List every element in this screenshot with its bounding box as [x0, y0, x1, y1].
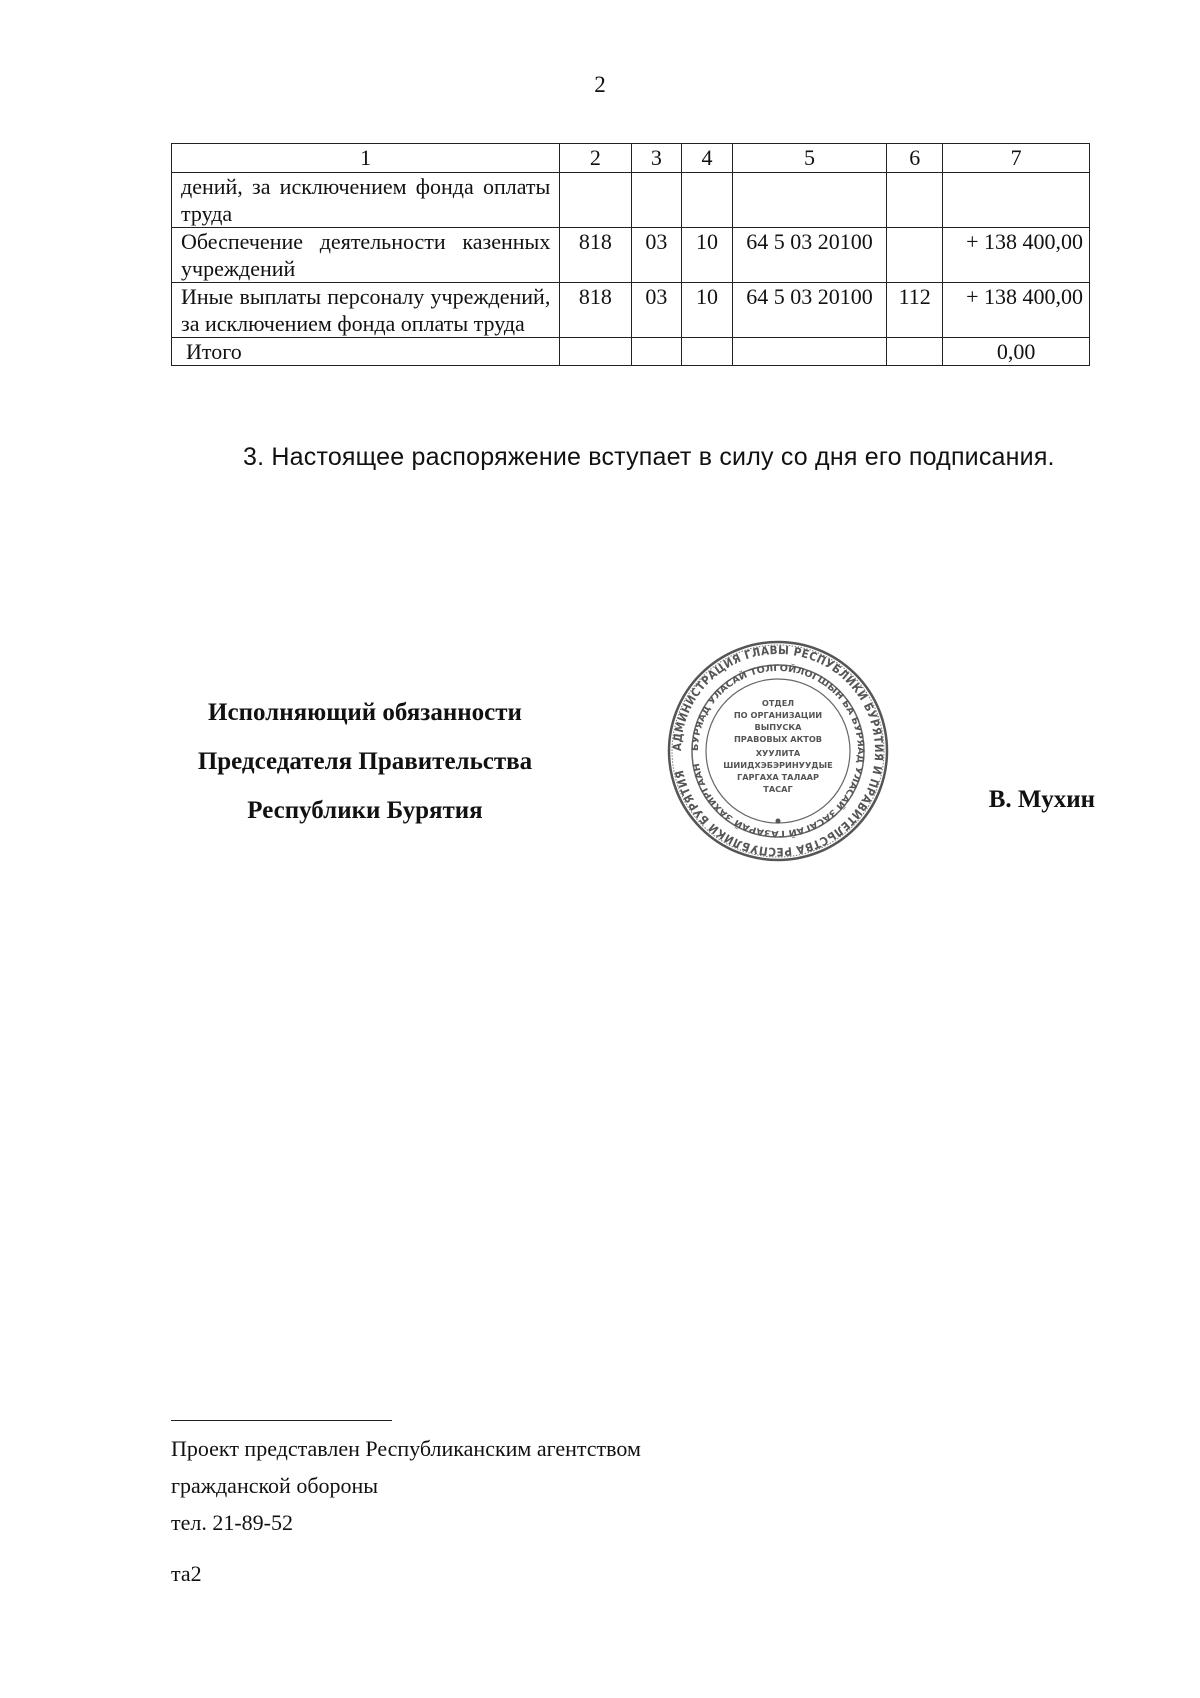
header-cell: 3 — [631, 144, 682, 173]
header-cell: 4 — [682, 144, 733, 173]
row-cell — [887, 338, 943, 366]
budget-table — [171, 143, 1090, 366]
seal-center-line: ТАСАГ — [763, 784, 793, 794]
row-cell — [887, 173, 943, 228]
row-cell: 03 — [631, 228, 682, 283]
total-label: Итого — [172, 338, 560, 366]
signature-block — [170, 688, 560, 835]
table-header-row — [172, 144, 1090, 173]
row-cell: 818 — [560, 283, 631, 338]
row-amount: + 138 400,00 — [943, 228, 1090, 283]
row-cell: 64 5 03 20100 — [732, 283, 886, 338]
table-total-row — [172, 338, 1090, 366]
header-cell: 2 — [560, 144, 631, 173]
row-cell — [631, 173, 682, 228]
seal-outer-text: АДМИНИСТРАЦИЯ ГЛАВЫ РЕСПУБЛИКИ БУРЯТИЯ И ПРАВИТЕЛЬСТВА РЕСПУБЛИКИ БУРЯТИЯ — [669, 642, 887, 860]
signer-name: В. Мухин — [988, 786, 1095, 813]
reference-code: та2 — [171, 1561, 202, 1586]
seal-center-line: ВЫПУСКА — [754, 722, 802, 732]
footnote-line: Проект представлен Республиканским агентством — [171, 1436, 641, 1461]
seal-center-line: ПО ОРГАНИЗАЦИИ — [733, 710, 823, 720]
seal-center-line: ХУУЛИТА — [755, 748, 801, 758]
row-cell — [887, 228, 943, 283]
row-cell — [732, 173, 886, 228]
row-name: Обеспечение деятельности казенных учреждений — [172, 228, 560, 283]
row-cell: 818 — [560, 228, 631, 283]
header-cell: 5 — [732, 144, 886, 173]
row-cell: 10 — [682, 228, 733, 283]
row-name: дений, за исключением фонда оплаты труда — [172, 173, 560, 228]
row-cell: 10 — [682, 283, 733, 338]
row-cell: 64 5 03 20100 — [732, 228, 886, 283]
seal-center-text — [723, 698, 832, 794]
seal-center-line: ГАРГАХА ТАЛААР — [736, 772, 820, 782]
row-cell — [560, 173, 631, 228]
row-amount — [943, 173, 1090, 228]
row-cell — [560, 338, 631, 366]
header-cell: 1 — [172, 144, 560, 173]
clause-3: 3. Настоящее распоряжение вступает в силу со дня его подписания. — [243, 443, 1055, 471]
table-row — [172, 173, 1090, 228]
seal-center-line: ШИИДХЭБЭРИНУУДЫЕ — [723, 760, 833, 770]
seal-inner-ring-text: БУРЯАД УЛАСАЙ ТОЛГОЙЛОГШЫН БА БУРЯАД УЛАСАЙ ЗАСАГАЙ ГАЗАРАЙ ЗАХИРГААН — [690, 663, 866, 839]
page-number: 2 — [594, 72, 606, 97]
footnote-divider — [171, 1420, 392, 1421]
row-cell — [682, 173, 733, 228]
row-name: Иные выплаты персоналу учреждений, за исключением фонда оплаты труда — [172, 283, 560, 338]
total-value: 0,00 — [943, 338, 1090, 366]
signature-title-line: Республики Бурятия — [247, 797, 483, 824]
row-cell — [682, 338, 733, 366]
table-row — [172, 228, 1090, 283]
signature-title-line: Председателя Правительства — [197, 748, 533, 775]
row-cell — [631, 338, 682, 366]
row-cell: 03 — [631, 283, 682, 338]
footnote-line: гражданской обороны — [171, 1473, 379, 1498]
seal-center-line: ОТДЕЛ — [761, 698, 795, 708]
signature-title-line: Исполняющий обязанности — [208, 699, 522, 726]
header-cell: 6 — [887, 144, 943, 173]
seal-star-icon — [776, 819, 781, 824]
footnote-line: тел. 21-89-52 — [171, 1510, 294, 1535]
table-row — [172, 283, 1090, 338]
row-amount: + 138 400,00 — [943, 283, 1090, 338]
official-seal-stamp — [665, 638, 891, 864]
footnote — [171, 1430, 641, 1541]
header-cell: 7 — [943, 144, 1090, 173]
row-cell — [732, 338, 886, 366]
seal-center-line: ПРАВОВЫХ АКТОВ — [733, 734, 823, 744]
row-cell: 112 — [887, 283, 943, 338]
